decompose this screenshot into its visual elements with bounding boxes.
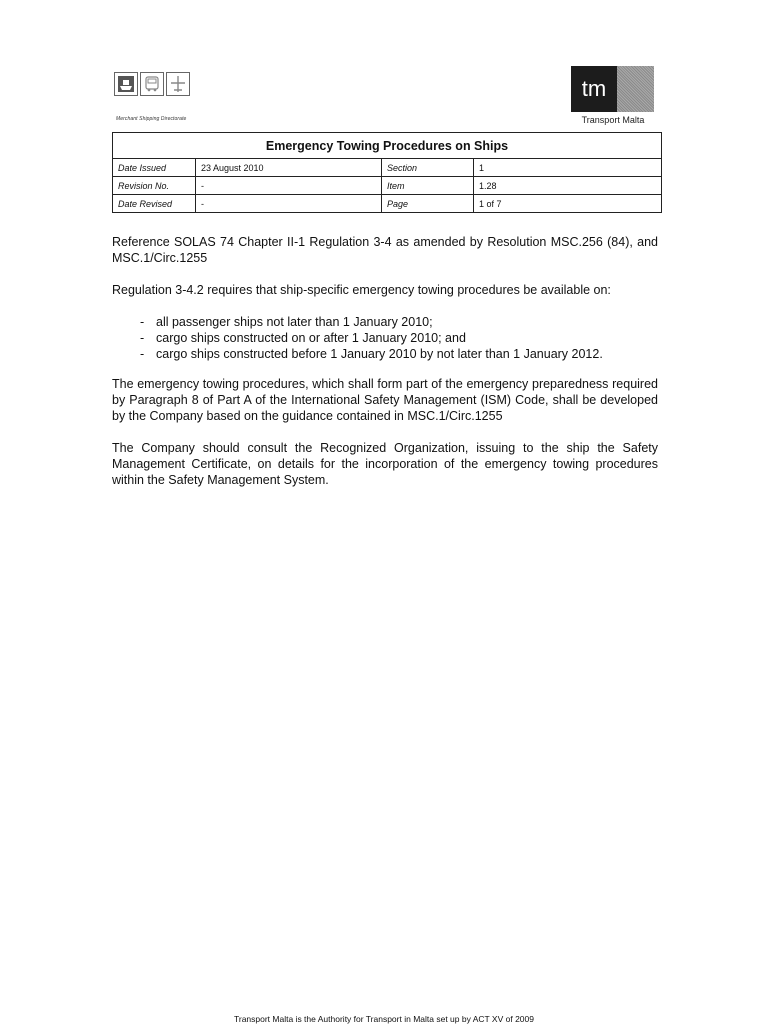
revision-no-value: - bbox=[196, 177, 382, 195]
page-label: Page bbox=[382, 195, 474, 213]
item-value: 1.28 bbox=[474, 177, 662, 195]
date-issued-value: 23 August 2010 bbox=[196, 159, 382, 177]
reference-paragraph: Reference SOLAS 74 Chapter II-1 Regulation 3-4 as amended by Resolution MSC.256 (84), and MSC.1/Circ.1255 bbox=[112, 235, 658, 265]
revision-no-label: Revision No. bbox=[113, 177, 196, 195]
header-icon-group bbox=[114, 72, 190, 96]
logo-text: tm bbox=[571, 66, 617, 112]
item-label: Item bbox=[382, 177, 474, 195]
list-item: - cargo ships constructed on or after 1 January 2010; and bbox=[140, 330, 658, 346]
transport-malta-logo bbox=[571, 66, 654, 112]
document-title: Emergency Towing Procedures on Ships bbox=[113, 133, 662, 159]
date-revised-value: - bbox=[196, 195, 382, 213]
table-title-row bbox=[113, 133, 662, 159]
document-info-table bbox=[112, 132, 662, 213]
section-value: 1 bbox=[474, 159, 662, 177]
logo-pattern bbox=[617, 66, 654, 112]
directorate-label: Merchant Shipping Directorate bbox=[116, 116, 187, 122]
page-footer: Transport Malta is the Authority for Transport in Malta set up by ACT XV of 2009 bbox=[233, 1014, 534, 1024]
ship-icon bbox=[114, 72, 138, 96]
bus-icon bbox=[140, 72, 164, 96]
airplane-icon bbox=[166, 72, 190, 96]
table-row bbox=[113, 195, 662, 213]
consultation-paragraph: The Company should consult the Recognized Organization, issuing to the ship the Safety Management Certificate, on details for the incorporation of the emergency towing procedures within the Safety Management System. bbox=[112, 441, 658, 487]
section-label: Section bbox=[382, 159, 474, 177]
date-issued-label: Date Issued bbox=[113, 159, 196, 177]
requirement-list bbox=[112, 314, 658, 362]
page-value: 1 of 7 bbox=[474, 195, 662, 213]
list-item: - all passenger ships not later than 1 January 2010; bbox=[140, 314, 658, 330]
list-item: - cargo ships constructed before 1 January 2010 by not later than 1 January 2012. bbox=[140, 346, 658, 362]
logo-caption: Transport Malta bbox=[581, 115, 645, 125]
table-row bbox=[113, 159, 662, 177]
date-revised-label: Date Revised bbox=[113, 195, 196, 213]
document-body bbox=[112, 234, 658, 504]
regulation-paragraph: Regulation 3-4.2 requires that ship-specific emergency towing procedures be available on: bbox=[112, 283, 611, 297]
procedures-paragraph: The emergency towing procedures, which shall form part of the emergency preparedness required by Paragraph 8 of Part A of the International Safety Management (ISM) Code, shall be developed by the Company based on the guidance contained in MSC.1/Circ.1255 bbox=[112, 377, 658, 423]
table-row bbox=[113, 177, 662, 195]
